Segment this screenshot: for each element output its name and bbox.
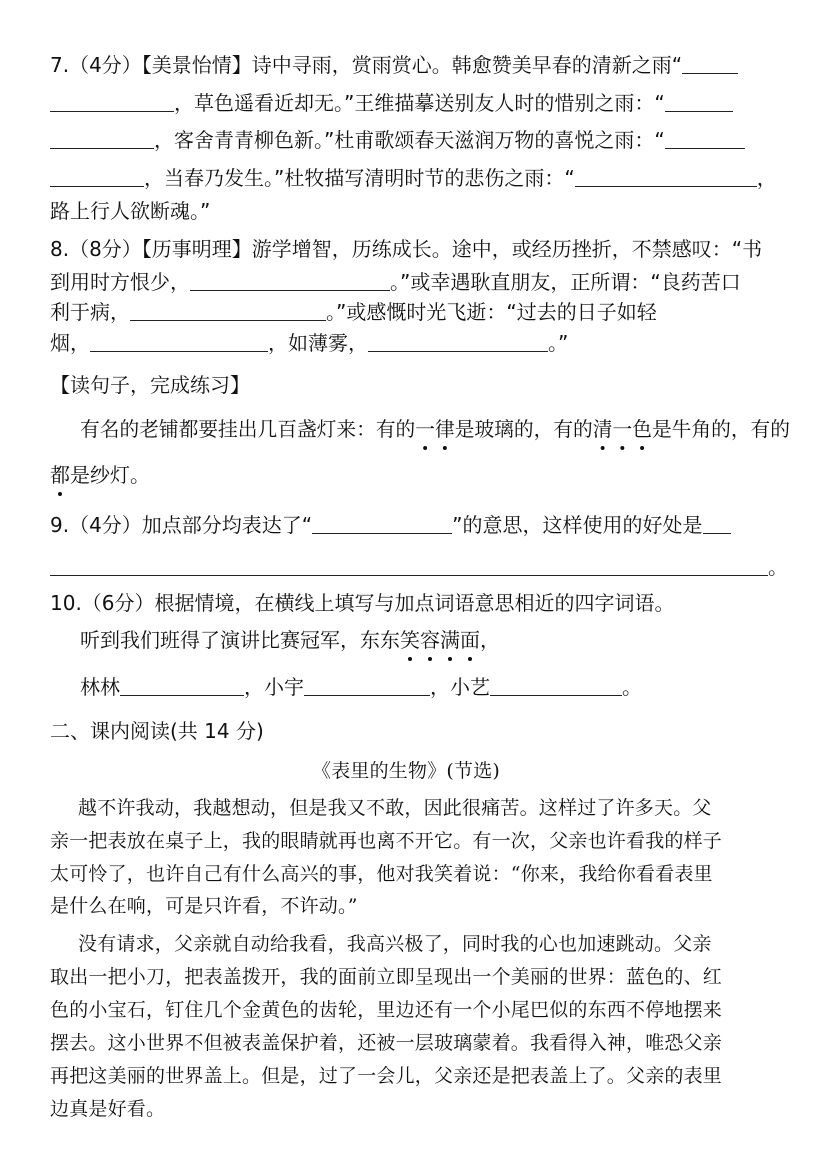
q10-blank-3[interactable]: [490, 675, 622, 696]
dotted-char: 一: [612, 414, 632, 444]
q8-blank-3a[interactable]: [90, 331, 268, 352]
story-p1-line-2: 亲一把表放在桌子上，我的眼睛就再也离不开它。有一次，父亲也许看我的样子: [50, 830, 723, 852]
q8-line-1: 8.（8分）【历事明理】游学增智，历练成长。途中，或经历挫折，不禁感叹：“书: [50, 237, 763, 261]
reading-heading: 【读句子，完成练习】: [50, 373, 250, 397]
q7-line-5: 路上行人欲断魂。”: [50, 199, 211, 223]
q8-line-3: 利于病， 。”或感慨时光飞逝：“过去的日子如轻: [50, 300, 657, 324]
story-p1-line-4: 是什么在响，可是只许看，不许动。”: [50, 895, 358, 917]
story-p1-line-1: 越不许我动，我越想动，但是我又不敢，因此很痛苦。这样过了许多天。父: [78, 797, 712, 819]
q9-line-1: 9.（4分）加点部分均表达了“ ”的意思，这样使用的好处是: [50, 510, 731, 540]
reading-sentence-line-1: 有名的老铺都要挂出几百盏灯来：有的一律是玻璃的，有的清一色是牛角的，有的: [80, 414, 790, 444]
q7-line-3: ，客舍青青柳色新。”杜甫歌颂春天滋润万物的喜悦之雨：“: [50, 125, 745, 155]
story-p1-line-3: 太可怜了，也许自己有什么高兴的事，他对我笑着说：“你来，我给你看看表里: [50, 863, 713, 885]
q9-line-2: 。: [50, 552, 788, 582]
q9-blank-1[interactable]: [312, 513, 452, 534]
story-p2-line-4: 摆去。这小世界不但被表盖保护着，还被一层玻璃蒙着。我看得入神，唯恐父亲: [50, 1032, 723, 1054]
q7-line-2: ，草色遥看近却无。”王维描摹送别友人时的惜别之雨：“: [50, 88, 733, 118]
q8-blank-3b[interactable]: [368, 331, 548, 352]
q7-line-1: 7.（4分）【美景怡情】诗中寻雨，赏雨赏心。韩愈赞美早春的清新之雨“: [50, 50, 738, 80]
q7-line-4: ，当春乃发生。”杜牧描写清明时节的悲伤之雨：“ ，: [50, 163, 777, 193]
q7-blank-3a[interactable]: [665, 128, 745, 149]
q8-blank-1[interactable]: [190, 270, 390, 291]
story-p2-line-5: 再把这美丽的世界盖上。但是，过了一会儿，父亲还是把表盖上了。父亲的表里: [50, 1065, 723, 1087]
dotted-char: 笑: [400, 625, 420, 655]
q8-blank-2[interactable]: [130, 300, 326, 321]
q7-blank-2a[interactable]: [665, 91, 733, 112]
q7-blank-3b[interactable]: [50, 166, 144, 187]
q7-blank-2b[interactable]: [50, 128, 154, 149]
q7-blank-1b[interactable]: [50, 91, 174, 112]
dotted-char: 色: [632, 414, 652, 444]
dotted-char: 律: [435, 414, 455, 444]
q9-blank-2a[interactable]: [703, 513, 731, 534]
q10-line-1: 10.（6分）根据情境，在横线上填写与加点词语意思相近的四字词语。: [50, 591, 675, 615]
story-p2-line-1: 没有请求，父亲就自动给我看，我高兴极了，同时我的心也加速跳动。父亲: [78, 933, 712, 955]
reading-sentence-line-2: 都是纱灯。: [50, 460, 150, 490]
q7-blank-1a[interactable]: [682, 53, 738, 74]
q10-blank-2[interactable]: [304, 675, 430, 696]
q9-blank-2b[interactable]: [50, 555, 768, 576]
dotted-char: 面: [460, 625, 480, 655]
dotted-char: 容: [420, 625, 440, 655]
story-p2-line-3: 色的小宝石，钉住几个金黄色的齿轮，里边还有一个小尾巴似的东西不停地摆来: [50, 999, 723, 1021]
q8-line-4: 烟， ，如薄雾， 。”: [50, 331, 569, 355]
q8-line-2: 到用时方恨少， 。”或幸遇耿直朋友，正所谓：“良药苦口: [50, 270, 741, 294]
q10-line-2: 听到我们班得了演讲比赛冠军，东东笑容满面，: [80, 625, 500, 655]
story-p2-line-2: 取出一把小刀，把表盖拨开，我的面前立即呈现出一个美丽的世界：蓝色的、红: [50, 966, 723, 988]
section-2-heading: 二、课内阅读(共 14 分): [50, 719, 264, 743]
q10-blank-1[interactable]: [120, 675, 244, 696]
dotted-char: 一: [415, 414, 435, 444]
story-title: 《表里的生物》(节选): [312, 760, 501, 782]
story-p2-line-6: 边真是好看。: [50, 1098, 166, 1120]
dotted-char: 清: [593, 414, 613, 444]
q7-blank-4[interactable]: [575, 166, 757, 187]
q10-line-3: 林林 ，小宇 ，小艺 。: [80, 675, 642, 699]
dotted-char: 满: [440, 625, 460, 655]
dotted-char: 都: [50, 460, 70, 490]
